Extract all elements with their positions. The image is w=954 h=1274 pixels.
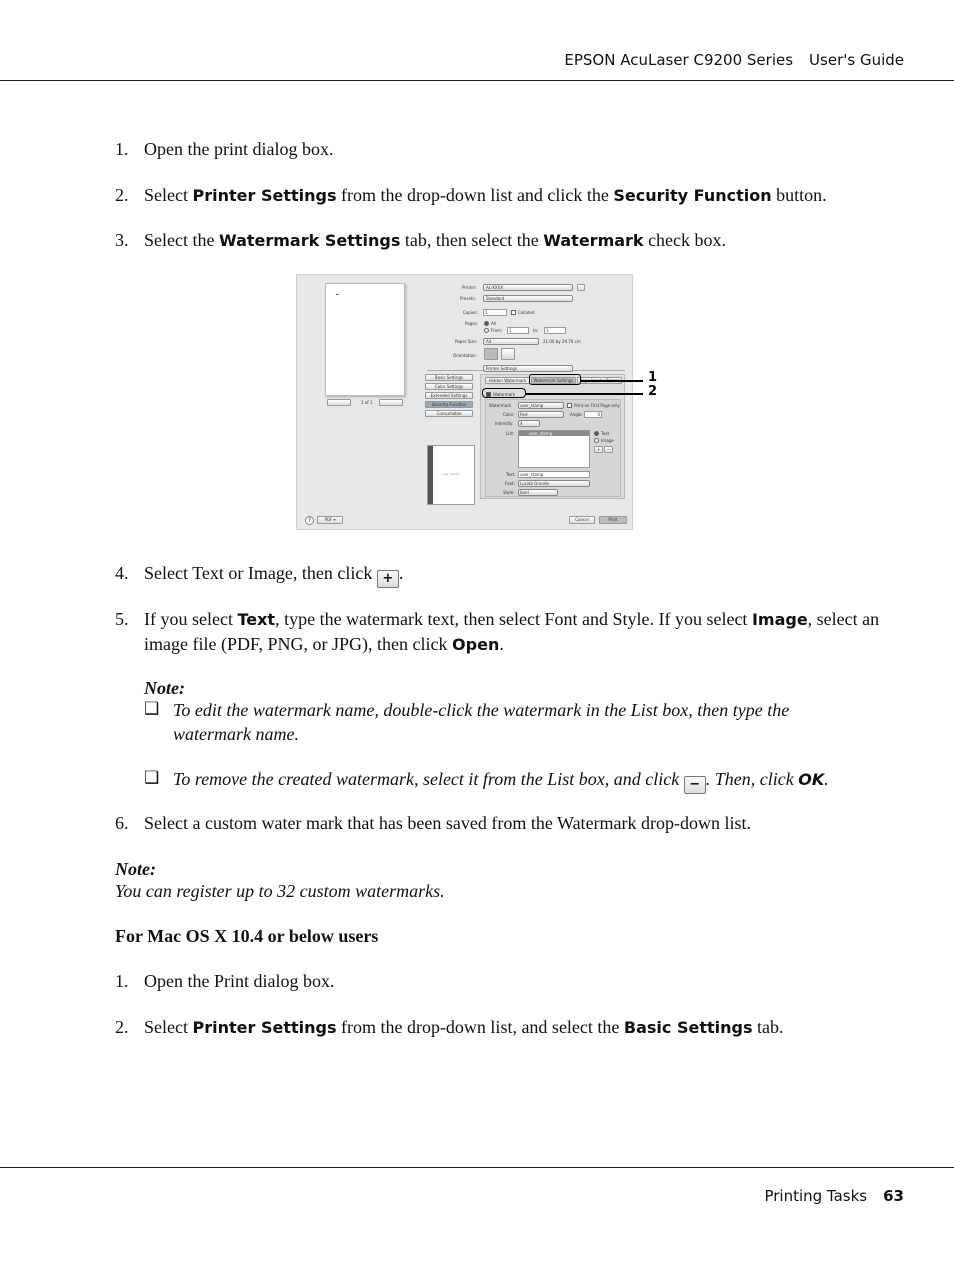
watermark-list[interactable] <box>518 430 590 468</box>
callout-label-2: 2 <box>648 384 658 399</box>
orientation-label: Orientation: <box>453 353 477 358</box>
collated-label: Collated <box>518 310 535 315</box>
product-name: EPSON AcuLaser C9200 Series <box>564 51 794 69</box>
bold-term: Security Function <box>613 186 772 205</box>
pages-label: Pages: <box>465 321 479 326</box>
help-button[interactable]: ? <box>305 516 314 525</box>
add-watermark-button[interactable]: + <box>594 446 603 453</box>
angle-field[interactable]: 0 <box>584 411 602 418</box>
style-select[interactable]: Bold <box>518 489 558 496</box>
landscape-button[interactable] <box>501 348 515 360</box>
printer-label: Printer: <box>462 285 477 290</box>
settings-tabs <box>425 374 477 420</box>
pages-all-label: All <box>491 321 496 326</box>
first-page-label: Print on First Page only <box>574 403 620 408</box>
text-field[interactable]: user_stamp <box>518 471 590 478</box>
tab-basic-settings[interactable]: Basic Settings <box>425 374 473 381</box>
copies-field[interactable]: 1 <box>483 309 507 316</box>
callout-box-2 <box>482 388 526 398</box>
portrait-button[interactable] <box>484 348 498 360</box>
panel-select[interactable]: Printer Settings <box>483 365 573 372</box>
callout-line-1 <box>581 380 643 382</box>
step-text: tab. <box>752 1017 784 1037</box>
printer-select[interactable]: AL-XXXX <box>483 284 573 291</box>
watermark-select[interactable]: user_stamp <box>518 402 564 409</box>
bold-term: Image <box>751 610 808 629</box>
page-navigator <box>325 399 405 407</box>
callout-line-2 <box>526 393 643 395</box>
collated-checkbox[interactable] <box>511 310 516 315</box>
text-radio[interactable] <box>594 431 599 436</box>
pages-all-radio[interactable] <box>484 321 489 326</box>
list-item[interactable]: user_stamp <box>519 431 589 436</box>
image-radio[interactable] <box>594 438 599 443</box>
add-icon: + <box>377 570 399 588</box>
note-title: Note: <box>115 859 156 879</box>
callout-label-1: 1 <box>648 370 658 385</box>
list-label: List: <box>506 431 515 436</box>
subtab-0[interactable]: Hidden Watermark <box>485 377 530 384</box>
copies-label: Copies: <box>463 310 478 315</box>
print-button[interactable]: Print <box>599 516 627 524</box>
step-text: Select <box>144 185 193 205</box>
note-bullet-1: To edit the watermark name, double-click the watermark in the List box, then type the watermark name. <box>173 700 790 744</box>
page-count: 1 of 1 <box>361 400 373 405</box>
presets-label: Presets: <box>460 296 476 301</box>
note-title: Note: <box>144 678 185 698</box>
pdf-button[interactable]: PDF ▾ <box>317 516 343 524</box>
bold-term: Printer Settings <box>192 1018 337 1037</box>
pages-from-field[interactable]: 1 <box>507 327 529 334</box>
step-number: 3. <box>115 230 129 250</box>
pages-from-radio[interactable] <box>484 328 489 333</box>
page-header <box>564 51 904 69</box>
step-text: tab, then select the <box>400 230 544 250</box>
cancel-button[interactable]: Cancel <box>569 516 595 524</box>
watermark-preview <box>427 445 475 505</box>
color-select[interactable]: Red <box>518 411 564 418</box>
print-dialog-screenshot <box>296 274 633 530</box>
watermark-checkbox-label: Watermark <box>493 392 516 397</box>
text-label: Text: <box>506 472 516 477</box>
image-radio-label: Image <box>601 438 614 443</box>
bold-term: Basic Settings <box>623 1018 753 1037</box>
section-heading: For Mac OS X 10.4 or below users <box>115 926 379 946</box>
intensity-label: Intensity: <box>495 421 514 426</box>
first-page-checkbox[interactable] <box>567 403 572 408</box>
guide-name: User's Guide <box>809 51 904 69</box>
bold-term: Watermark <box>543 231 644 250</box>
subtab-1[interactable]: Watermark Settings <box>531 377 576 384</box>
step-text: , select an image file (PDF, PNG, or JPG), then click <box>144 609 880 654</box>
step-text: Select the <box>144 230 219 250</box>
step-text: Select <box>144 1017 193 1037</box>
page-preview <box>325 283 405 396</box>
font-label: Font: <box>505 481 516 486</box>
font-select[interactable]: Lucida Grande <box>518 480 590 487</box>
next-page-button[interactable] <box>379 399 403 406</box>
style-label: Style: <box>503 490 515 495</box>
tab-security-function[interactable]: Security Function <box>425 401 473 408</box>
step-number: 1. <box>115 139 129 159</box>
watermark-group <box>485 399 621 497</box>
bold-term: Open <box>452 635 500 654</box>
note-text: You can register up to 32 custom watermarks. <box>115 881 445 901</box>
step-text: , type the watermark text, then select Font and Style. If you select <box>275 609 752 629</box>
intensity-select[interactable]: 4 <box>518 420 540 427</box>
step-text: If you select <box>144 609 238 629</box>
prev-page-button[interactable] <box>327 399 351 406</box>
remove-watermark-button[interactable]: − <box>604 446 613 453</box>
paper-size-label: Paper Size: <box>455 339 478 344</box>
text-radio-label: Text <box>601 431 610 436</box>
step-text: from the drop-down list, and select the <box>336 1017 624 1037</box>
watermark-name-label: Watermark <box>489 403 512 408</box>
bold-term: Text <box>237 610 276 629</box>
step-number: 1. <box>115 971 129 991</box>
angle-label: Angle: <box>570 412 583 417</box>
tab-color-settings[interactable]: Color Settings <box>425 383 473 390</box>
bold-term: Watermark Settings <box>218 231 401 250</box>
remove-icon: − <box>684 776 706 794</box>
step-text: . <box>499 634 504 654</box>
step-number: 2. <box>115 185 129 205</box>
pages-to-label: to: <box>533 328 539 333</box>
presets-select[interactable]: Standard <box>483 295 573 302</box>
callout-box-1 <box>529 374 581 385</box>
step-number: 2. <box>115 1017 129 1037</box>
step-text: Open the Print dialog box. <box>144 971 335 991</box>
footer-section: Printing Tasks <box>764 1187 868 1205</box>
color-label: Color: <box>503 412 515 417</box>
step-text: from the drop-down list and click the <box>336 185 614 205</box>
footer-rule <box>0 1167 954 1168</box>
tab-extended-settings[interactable]: Extended Settings <box>425 392 473 399</box>
tab-consumable[interactable]: Consumable <box>425 410 473 417</box>
paper-dimensions: 21.00 by 29.70 cm <box>543 339 581 344</box>
step-text: button. <box>771 185 827 205</box>
bold-term: Printer Settings <box>192 186 337 205</box>
pages-to-field[interactable]: 1 <box>544 327 566 334</box>
paper-size-select[interactable]: A4 <box>483 338 539 345</box>
note-bullet-2: To remove the created watermark, select it from the List box, and click − . Then, click OK. <box>173 769 829 792</box>
step-text: check box. <box>643 230 727 250</box>
step-text: Open the print dialog box. <box>144 139 334 159</box>
pages-from-label: From: <box>491 328 503 333</box>
page-footer <box>764 1187 904 1205</box>
header-rule <box>0 80 954 81</box>
bullet-icon: ❑ <box>144 768 160 787</box>
preview-text: user_stamp <box>442 472 460 476</box>
printer-info-button[interactable] <box>577 284 585 291</box>
bullet-icon: ❑ <box>144 699 160 718</box>
page-number: 63 <box>883 1187 904 1205</box>
